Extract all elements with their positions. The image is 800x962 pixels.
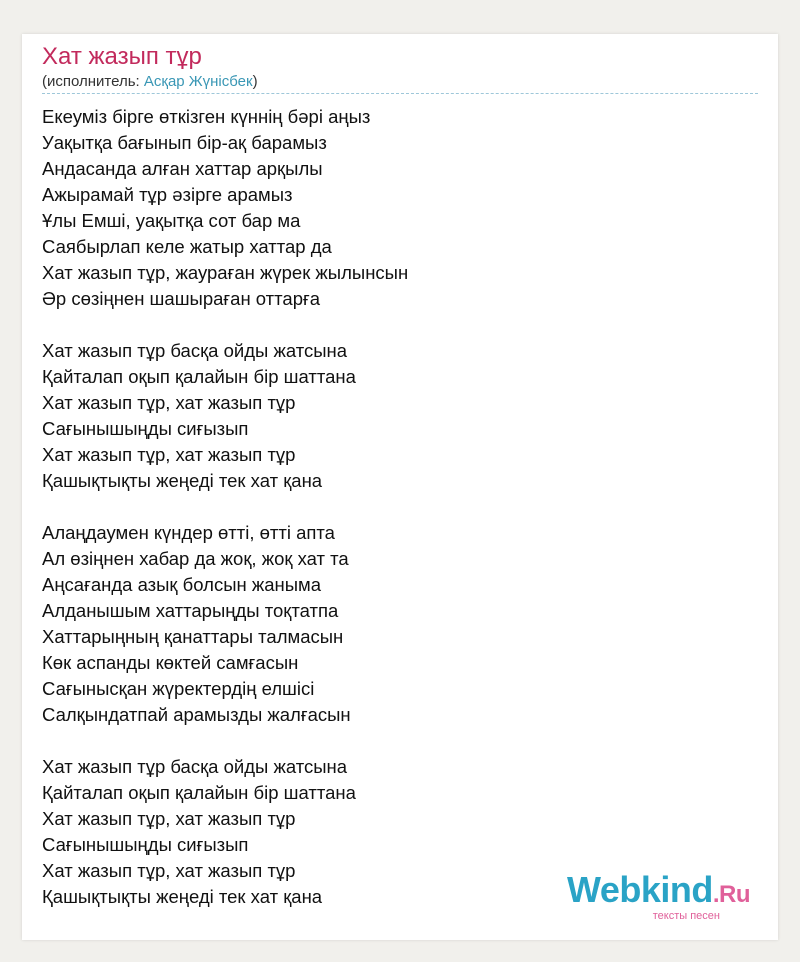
- lyric-line: Сағынысқан жүректердің елшісі: [42, 678, 315, 699]
- lyric-line: Хат жазып тұр, хат жазып тұр: [42, 808, 296, 829]
- lyric-line: Ұлы Емші, уақытқа сот бар ма: [42, 210, 301, 231]
- lyric-line: Алаңдаумен күндер өтті, өтті апта: [42, 522, 335, 543]
- webkind-logo[interactable]: [567, 871, 750, 922]
- lyrics-stanza-1: [42, 104, 408, 312]
- lyrics-stanza-2: [42, 338, 408, 494]
- logo-wordmark: [567, 871, 750, 914]
- lyrics-card: [22, 34, 778, 940]
- lyric-line: Саябырлап келе жатыр хаттар да: [42, 236, 332, 257]
- lyric-line: Сағынышыңды сиғызып: [42, 418, 249, 439]
- lyric-line: Хат жазып тұр басқа ойды жатсына: [42, 756, 348, 777]
- lyric-line: Уақытқа бағынып бір-ақ барамыз: [42, 132, 327, 153]
- lyric-line: Әр сөзіңнен шашыраған оттарға: [42, 288, 321, 309]
- lyric-line: Андасанда алған хаттар арқылы: [42, 158, 323, 179]
- artist-suffix: ): [252, 73, 258, 90]
- logo-name: Webkind: [566, 869, 713, 910]
- lyric-line: Салқындатпай арамызды жалғасын: [42, 704, 351, 725]
- title-divider: [42, 93, 758, 94]
- lyric-line: Хаттарыңның қанаттары талмасын: [42, 626, 344, 647]
- lyric-line: Аңсағанда азық болсын жаныма: [42, 574, 322, 595]
- lyric-line: Көк аспанды көктей самғасын: [42, 652, 299, 673]
- artist-line: [42, 72, 258, 92]
- lyric-line: Қашықтықты жеңеді тек хат қана: [42, 470, 323, 491]
- lyric-line: Хат жазып тұр, хат жазып тұр: [42, 444, 296, 465]
- lyric-line: Қайталап оқып қалайын бір шаттана: [42, 366, 356, 387]
- artist-link[interactable]: Асқар Жүнісбек: [143, 73, 253, 90]
- lyrics-text: [42, 104, 408, 936]
- logo-tld: .Ru: [712, 881, 750, 908]
- lyric-line: Хат жазып тұр басқа ойды жатсына: [42, 340, 348, 361]
- artist-prefix: (исполнитель:: [42, 73, 144, 90]
- lyric-line: Хат жазып тұр, хат жазып тұр: [42, 392, 296, 413]
- logo-tagline: тексты песен: [652, 910, 720, 922]
- lyrics-stanza-4: [42, 754, 408, 910]
- lyric-line: Қайталап оқып қалайын бір шаттана: [42, 782, 356, 803]
- lyric-line: Алданышым хаттарыңды тоқтатпа: [42, 600, 339, 621]
- lyric-line: Сағынышыңды сиғызып: [42, 834, 249, 855]
- lyrics-stanza-3: [42, 520, 408, 728]
- lyric-line: Хат жазып тұр, хат жазып тұр: [42, 860, 296, 881]
- lyric-line: Хат жазып тұр, жаураған жүрек жылынсын: [42, 262, 409, 283]
- lyric-line: Ажырамай тұр әзірге арамыз: [42, 184, 293, 205]
- lyric-line: Қашықтықты жеңеді тек хат қана: [42, 886, 323, 907]
- song-title: Хат жазып тұр: [42, 43, 202, 70]
- lyric-line: Ал өзіңнен хабар да жоқ, жоқ хат та: [42, 548, 349, 569]
- lyric-line: Екеуміз бірге өткізген күннің бәрі аңыз: [42, 106, 371, 127]
